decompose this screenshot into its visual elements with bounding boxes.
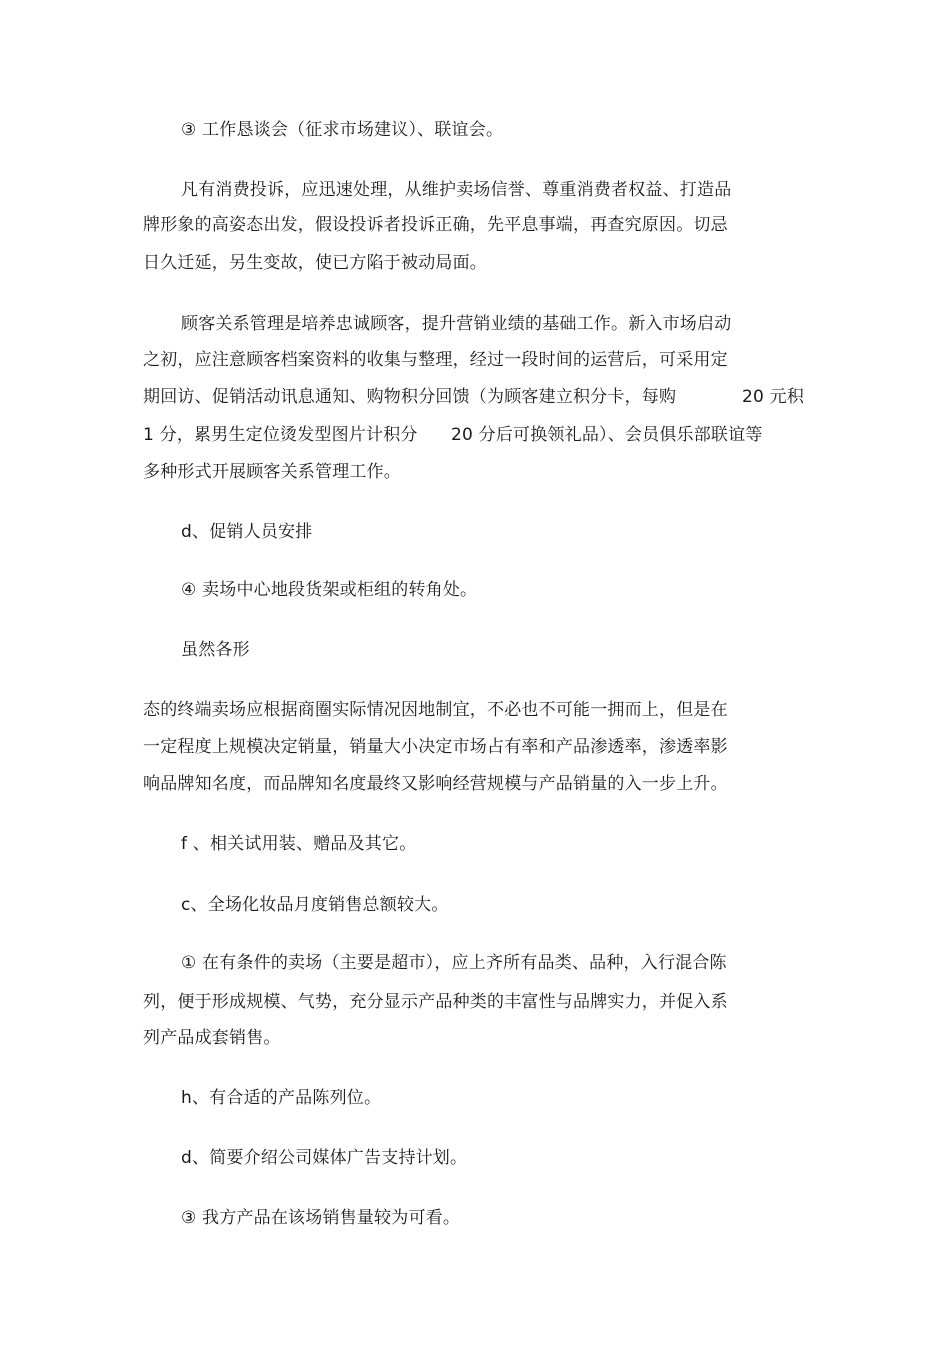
text-line: 列，便于形成规模、气势，充分显示产品种类的丰富性与品牌实力，并促入系 — [143, 992, 728, 1012]
text-line: d、简要介绍公司媒体广告支持计划。 — [181, 1148, 468, 1168]
text-line: d、促销人员安排 — [181, 522, 313, 542]
text-line: ③ 工作恳谈会（征求市场建议）、联谊会。 — [181, 120, 504, 140]
text-line: c、全场化妆品月度销售总额较大。 — [181, 895, 449, 915]
text-line: h、有合适的产品陈列位。 — [181, 1088, 382, 1108]
text-line: ④ 卖场中心地段货架或柜组的转角处。 — [181, 580, 478, 600]
text-line: 列产品成套销售。 — [143, 1028, 281, 1048]
text-line: 1 分，累男生定位烫发型图片计积分 — [143, 425, 418, 445]
text-line: 多种形式开展顾客关系管理工作。 — [143, 462, 401, 482]
text-line: 一定程度上规模决定销量，销量大小决定市场占有率和产品渗透率，渗透率影 — [143, 737, 728, 757]
text-line: f 、相关试用装、赠品及其它。 — [181, 834, 417, 854]
text-line: 日久迁延，另生变故，使已方陷于被动局面。 — [143, 253, 487, 273]
text-line: ① 在有条件的卖场（主要是超市），应上齐所有品类、品种，入行混合陈 — [181, 953, 727, 973]
text-line: 虽然各形 — [181, 640, 250, 660]
text-line: 之初，应注意顾客档案资料的收集与整理，经过一段时间的运营后，可采用定 — [143, 350, 728, 370]
text-line: 态的终端卖场应根据商圈实际情况因地制宜，不必也不可能一拥而上，但是在 — [143, 700, 728, 720]
text-line: 响品牌知名度，而品牌知名度最终又影响经营规模与产品销量的入一步上升。 — [143, 774, 728, 794]
text-line: 牌形象的高姿态出发，假设投诉者投诉正确，先平息事端，再查究原因。切忌 — [143, 215, 728, 235]
text-line: 期回访、促销活动讯息通知、购物积分回馈（为顾客建立积分卡，每购 — [143, 387, 677, 407]
text-line: 20 分后可换领礼品）、会员俱乐部联谊等 — [451, 425, 763, 445]
text-line: 顾客关系管理是培养忠诚顾客，提升营销业绩的基础工作。新入市场启动 — [181, 314, 732, 334]
text-line: 凡有消费投诉，应迅速处理，从维护卖场信誉、尊重消费者权益、打造品 — [181, 180, 732, 200]
text-line: ③ 我方产品在该场销售量较为可看。 — [181, 1208, 461, 1228]
text-line: 20 元积 — [742, 387, 805, 407]
